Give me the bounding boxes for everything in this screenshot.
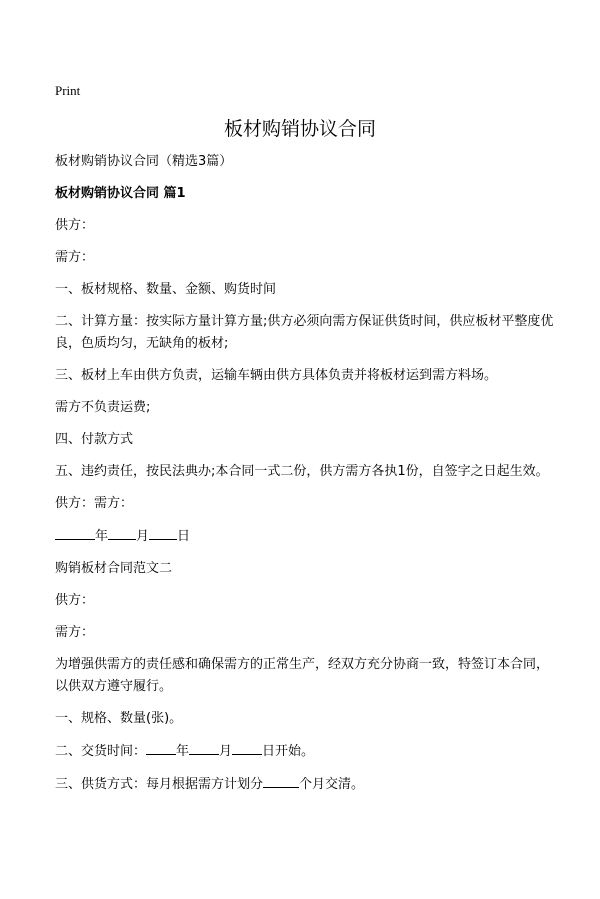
- clause-spec: 一、规格、数量(张)。: [55, 711, 183, 726]
- day-blank: [149, 525, 177, 540]
- print-label: Print: [55, 83, 81, 98]
- delivery-suffix: 日开始。: [262, 744, 315, 759]
- delivery-prefix: 二、交货时间：: [55, 744, 147, 759]
- document-title: 板材购销协议合同: [223, 118, 376, 140]
- clause-3: 三、板材上车由供方负责，运输车辆由供方具体负责并将板材运到需方料场。: [55, 368, 498, 383]
- day-label: 日: [177, 529, 191, 544]
- year-blank: [55, 525, 95, 540]
- clause-1: 一、板材规格、数量、金额、购货时间: [55, 282, 277, 297]
- section-heading-2: 购销板材合同范文二: [55, 561, 173, 576]
- year-label: 年: [95, 529, 109, 544]
- buyer-line-2: 需方：: [55, 625, 95, 640]
- delivery-day-blank: [232, 740, 262, 755]
- clause-2: 二、计算方量：按实际方量计算方量;供方必须向需方保证供货时间，供应板材平整度优良，色质均匀，无缺角的板材;: [55, 314, 554, 351]
- supplier-line-2: 供方：: [55, 593, 95, 608]
- supply-suffix: 个月交清。: [299, 777, 365, 792]
- month-label: 月: [136, 529, 150, 544]
- month-blank: [108, 525, 136, 540]
- freight-note: 需方不负责运费;: [55, 400, 151, 415]
- supply-prefix: 三、供货方式：每月根据需方计划分: [55, 777, 264, 792]
- clause-delivery-time: [55, 740, 555, 763]
- delivery-month-blank: [189, 740, 219, 755]
- delivery-year-label: 年: [176, 744, 190, 759]
- date-line: [55, 525, 555, 548]
- delivery-year-blank: [146, 740, 176, 755]
- signature-line: 供方：需方：: [55, 496, 134, 511]
- delivery-month-label: 月: [219, 744, 233, 759]
- supplier-line: 供方：: [55, 218, 95, 233]
- buyer-line: 需方：: [55, 250, 95, 265]
- document-subtitle: 板材购销协议合同（精选3篇）: [55, 154, 233, 169]
- section-heading: 板材购销协议合同 篇1: [55, 186, 186, 201]
- preamble: 为增强供需方的责任感和确保需方的正常生产，经双方充分协商一致，特签订本合同，以供双方遵守履行。: [55, 657, 550, 694]
- clause-4: 四、付款方式: [55, 432, 134, 447]
- supply-months-blank: [263, 773, 299, 788]
- document-body: [55, 151, 555, 806]
- clause-supply-method: [55, 773, 555, 796]
- clause-5: 五、违约责任，按民法典办;本合同一式二份，供方需方各执1份，自签字之日起生效。: [55, 464, 549, 479]
